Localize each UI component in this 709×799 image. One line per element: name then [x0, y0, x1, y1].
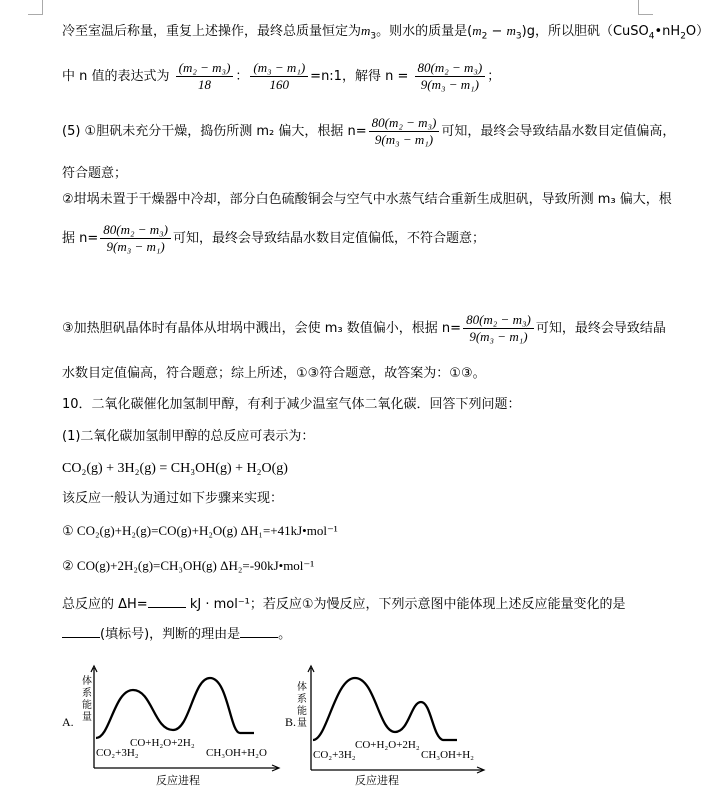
- fraction-n: [463, 312, 534, 345]
- energy-diagram-b: [283, 660, 508, 788]
- text: 可知，最终会导致结晶水数目定值偏高，: [441, 124, 676, 139]
- paragraph-line-4: 符合题意；: [62, 166, 128, 181]
- y-axis-label-char: 系: [82, 688, 92, 699]
- question-delta-h: [62, 596, 626, 614]
- paragraph-line-7: [62, 312, 666, 345]
- subscript: 4: [648, 31, 655, 42]
- y-axis-label-char: 系: [297, 694, 307, 705]
- fraction-n: [100, 222, 171, 255]
- reactant-label: CO₂+3H₂: [313, 749, 356, 761]
- text: (5) ①胆矾未充分干燥，捣伤所测 m₂ 偏大，根据 n=: [62, 124, 367, 139]
- y-axis-label-char: 量: [297, 718, 307, 729]
- fraction-n: [415, 60, 486, 93]
- answer-blank-choice[interactable]: [62, 637, 100, 638]
- step-1-equation: ① CO₂(g)+H₂(g)=CO(g)+H₂O(g) ΔH₁=+41kJ•mol⁻¹: [62, 523, 338, 538]
- paragraph-line-1: [62, 22, 709, 46]
- fraction-numerator: 80(m₂ − m₃): [369, 115, 440, 132]
- crop-mark-top-left: [28, 0, 43, 15]
- energy-diagram-a: [58, 660, 283, 788]
- text: O）: [685, 24, 709, 39]
- step-2-equation: ② CO(g)+2H₂(g)=CH₃OH(g) ΔH₂=-90kJ•mol⁻¹: [62, 558, 315, 573]
- intermediate-label: CO+H₂O+2H₂: [130, 737, 195, 749]
- text: 中 n 值的表达式为: [62, 69, 170, 84]
- paragraph-line-2: [62, 60, 500, 93]
- var-m3: m: [361, 23, 371, 38]
- paragraph-line-6: [62, 222, 485, 255]
- answer-blank-reason[interactable]: [240, 637, 278, 638]
- energy-curve: [313, 678, 457, 740]
- paragraph-line-3: [62, 115, 675, 148]
- fraction-cuso4: [250, 60, 308, 93]
- fraction-numerator: 80(m₂ − m₃): [463, 312, 534, 329]
- fraction-n: [369, 115, 440, 148]
- question-10-part-1: (1)二氧化碳加氢制甲醇的总反应可表示为：: [62, 429, 315, 444]
- y-axis-label-char: 量: [82, 712, 92, 723]
- y-axis-label-char: 体: [82, 676, 92, 687]
- text: 据 n=: [62, 231, 99, 246]
- text: 总反应的 ΔH=: [62, 597, 148, 612]
- fraction-denominator: 18: [198, 77, 212, 92]
- energy-curve: [96, 678, 254, 738]
- subscript: 2: [680, 31, 686, 42]
- question-choice: [62, 626, 291, 644]
- var-m3: m: [506, 23, 516, 38]
- option-label-b: B.: [285, 715, 297, 729]
- intermediate-label: CO+H₂O+2H₂: [355, 739, 420, 751]
- fraction-denominator: 160: [269, 77, 290, 92]
- y-axis-label-char: 体: [297, 682, 307, 693]
- text: kJ · mol⁻¹；若反应①为慢反应，下列示意图中能体现上述反应能量变化的是: [185, 597, 626, 612]
- option-label-a: A.: [62, 715, 74, 729]
- text: =n:1，解得 n =: [310, 69, 409, 84]
- var-m2: m: [472, 23, 482, 38]
- fraction-water: [176, 60, 234, 93]
- text: ③加热胆矾晶体时有晶体从坩埚中溅出，会使 m₃ 数值偏小，根据 n=: [62, 321, 462, 336]
- total-reaction-equation: CO₂(g) + 3H₂(g) = CH₃OH(g) + H₂O(g): [62, 461, 288, 476]
- fraction-denominator: 9(m₃ − m₁): [106, 239, 165, 254]
- text: )g，所以胆矾（CuSO: [521, 24, 649, 39]
- y-axis-label-char: 能: [82, 700, 92, 711]
- fraction-numerator: 80(m₂ − m₃): [415, 60, 486, 77]
- text: 可知，最终会导致结晶水数目定值偏低，不符合题意；: [173, 231, 486, 246]
- text: 冷至室温后称量，重复上述操作，最终总质量恒定为: [62, 24, 362, 39]
- crop-mark-top-right: [638, 0, 653, 15]
- text: •nH: [654, 24, 681, 39]
- subscript: 3: [515, 31, 522, 42]
- fraction-denominator: 9(m₃ − m₁): [420, 77, 479, 92]
- fraction-numerator: (m₂ − m₃): [176, 60, 234, 77]
- question-10-heading: 10．二氧化碳催化加氢制甲醇，有利于减少温室气体二氧化碳．回答下列问题：: [62, 397, 521, 412]
- reactant-label: CO₂+3H₂: [96, 747, 139, 759]
- paragraph-line-8: 水数目定值偏高，符合题意；综上所述，①③符合题意，故答案为：①③。: [62, 366, 486, 381]
- text: 。则水的质量是(: [376, 24, 473, 39]
- fraction-numerator: 80(m₂ − m₃): [100, 222, 171, 239]
- product-label: CH₃OH+H₂: [421, 749, 474, 761]
- minus: −: [487, 24, 507, 39]
- product-label: CH₃OH+H₂O: [206, 747, 267, 759]
- y-axis-label-char: 能: [297, 706, 307, 717]
- steps-intro: 该反应一般认为通过如下步骤来实现：: [62, 491, 284, 506]
- subscript: 3: [370, 31, 377, 42]
- fraction-denominator: 9(m₃ − m₁): [469, 329, 528, 344]
- fraction-denominator: 9(m₃ − m₁): [374, 132, 434, 147]
- text: (填标号)，判断的理由是: [100, 627, 241, 642]
- subscript: 2: [481, 31, 488, 42]
- x-axis-label: 反应进程: [156, 775, 200, 787]
- text: ；: [487, 69, 501, 84]
- paragraph-line-5: ②坩埚未置于干燥器中冷却，部分白色硫酸铜会与空气中水蒸气结合重新生成胆矾，导致所测 m₃ 偏大，根: [62, 192, 672, 207]
- answer-blank-delta-h[interactable]: [148, 607, 186, 608]
- colon: ：: [235, 69, 249, 84]
- text: 。: [278, 627, 292, 642]
- text: 可知，最终会导致结晶: [535, 321, 666, 336]
- x-axis-label: 反应进程: [355, 775, 399, 787]
- fraction-numerator: (m₃ − m₁): [250, 60, 308, 77]
